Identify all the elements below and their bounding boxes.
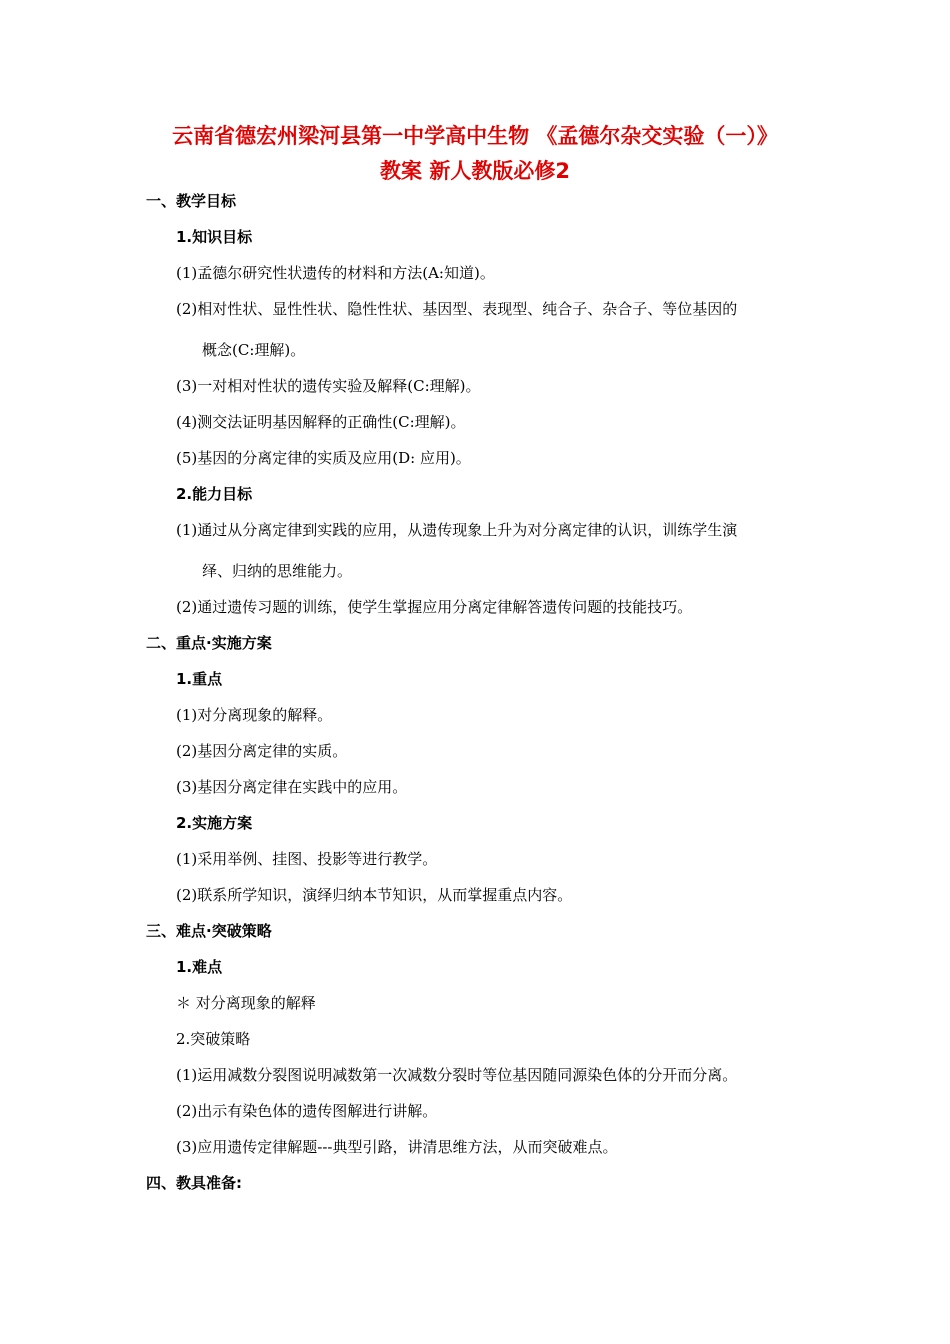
list-item: (2)出示有染色体的遗传图解进行讲解。: [176, 1102, 438, 1120]
section-heading-4: 四、教具准备:: [146, 1174, 242, 1192]
subheading-key-points: 1.重点: [176, 670, 223, 688]
list-item: (2)联系所学知识，演绎归纳本节知识，从而掌握重点内容。: [176, 886, 573, 904]
list-item: (3)应用遗传定律解题---典型引路，讲清思维方法，从而突破难点。: [176, 1138, 618, 1156]
list-item-continuation: 绎、归纳的思维能力。: [202, 562, 353, 580]
list-item: (1)运用减数分裂图说明减数第一次减数分裂时等位基因随同源染色体的分开而分离。: [176, 1066, 738, 1084]
section-heading-1: 一、教学目标: [146, 192, 237, 210]
list-item: ＊ 对分离现象的解释: [176, 994, 316, 1012]
subheading-strategy: 2.突破策略: [176, 1030, 251, 1048]
list-item-continuation: 概念(C:理解)。: [202, 341, 306, 359]
list-item: (1)通过从分离定律到实践的应用，从遗传现象上升为对分离定律的认识，训练学生演: [176, 521, 738, 539]
list-item: (3)一对相对性状的遗传实验及解释(C:理解)。: [176, 377, 481, 395]
subheading-knowledge-goals: 1.知识目标: [176, 228, 253, 246]
list-item: (1)孟德尔研究性状遗传的材料和方法(A:知道)。: [176, 264, 495, 282]
list-item: (1)采用举例、挂图、投影等进行教学。: [176, 850, 438, 868]
document-title-line-1: 云南省德宏州梁河县第一中学高中生物 《孟德尔杂交实验（一）》: [172, 124, 778, 148]
list-item: (1)对分离现象的解释。: [176, 706, 333, 724]
document-title-line-2: 教案 新人教版必修2: [380, 159, 570, 183]
list-item: (2)相对性状、显性性状、隐性性状、基因型、表现型、纯合子、杂合子、等位基因的: [176, 300, 738, 318]
subheading-difficulty: 1.难点: [176, 958, 223, 976]
section-heading-3: 三、难点·突破策略: [146, 922, 272, 940]
list-item: (2)通过遗传习题的训练，使学生掌握应用分离定律解答遗传问题的技能技巧。: [176, 598, 693, 616]
list-item: (4)测交法证明基因解释的正确性(C:理解)。: [176, 413, 466, 431]
section-heading-2: 二、重点·实施方案: [146, 634, 272, 652]
list-item: (5)基因的分离定律的实质及应用(D: 应用)。: [176, 449, 471, 467]
subheading-ability-goals: 2.能力目标: [176, 485, 253, 503]
list-item: (2)基因分离定律的实质。: [176, 742, 348, 760]
list-item: (3)基因分离定律在实践中的应用。: [176, 778, 408, 796]
subheading-implementation: 2.实施方案: [176, 814, 253, 832]
